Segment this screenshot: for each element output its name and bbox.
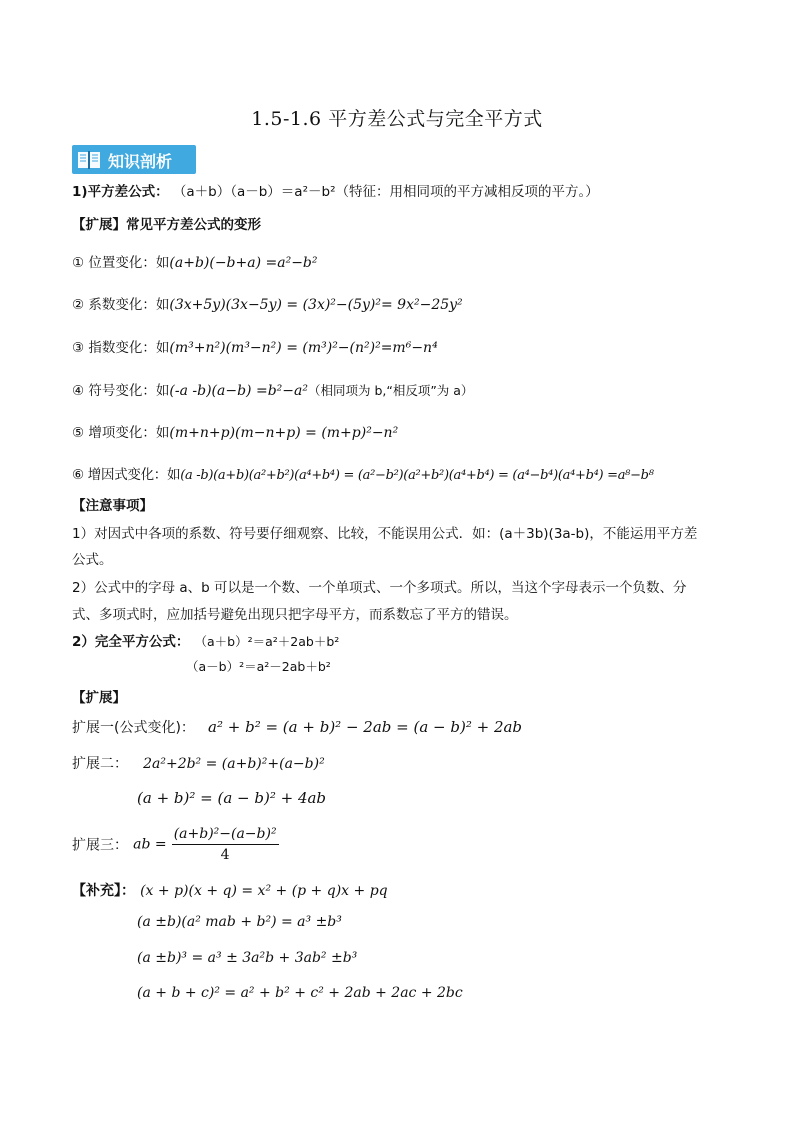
section2-formula-2: （a－b）²＝a²－2ab＋b² [186, 659, 331, 674]
variant-label: ③ 指数变化：如 [72, 340, 170, 356]
supplement-heading: 【补充】： [72, 883, 135, 899]
variant-formula: (-a -b)(a−b) =b²−a² [169, 383, 308, 399]
extension-two-label: 扩展二： [72, 756, 128, 772]
variant-formula: (3x+5y)(3x−5y) = (3x)²−(5y)²= 9x²−25y² [169, 297, 463, 313]
variant-item-3 [72, 336, 438, 356]
variant-label: ① 位置变化：如 [72, 255, 170, 271]
supplement-formula-1: (x + p)(x + q) = x² + (p + q)x + pq [140, 883, 388, 899]
supplement-formula-2: (a ±b)(a² mab + b²) = a³ ±b³ [137, 914, 342, 930]
extension-one-formula: a² + b² = (a + b)² − 2ab = (a − b)² + 2ab [208, 718, 523, 736]
variant-label: ② 系数变化：如 [72, 297, 170, 313]
section1-formula: （a＋b）（a－b）＝a²－b²（特征：用相同项的平方减相反项的平方。） [172, 184, 599, 200]
fraction-numerator: (a+b)²−(a−b)² [172, 826, 279, 845]
banner-label: 知识剖析 [108, 152, 173, 171]
variant-item-2 [72, 293, 463, 313]
extension-one-label: 扩展一(公式变化)： [72, 720, 195, 736]
variant-item-4 [72, 379, 473, 399]
supplement-formula-3: (a ±b)³ = a³ ± 3a²b + 3ab² ±b³ [137, 950, 358, 966]
extension-heading: 【扩展】常见平方差公式的变形 [72, 217, 261, 233]
variant-item-1 [72, 251, 318, 271]
fraction-denominator: 4 [220, 847, 230, 863]
section1-heading: 1)平方差公式： [72, 184, 169, 200]
notes-paragraph-2-line-1: 2）公式中的字母 a、b 可以是一个数、一个单项式、一个多项式。所以，当这个字母表示一个负数、分 [72, 580, 687, 596]
variant-note: （相同项为 b,“相反项”为 a） [307, 383, 474, 398]
section2-formula-1: （a＋b）²＝a²＋2ab＋b² [194, 634, 340, 649]
variant-label: ⑥ 增因式变化：如 [72, 467, 181, 483]
section2-line [72, 630, 339, 650]
variant-formula: (a+b)(−b+a) =a²−b² [169, 255, 318, 271]
supplement-formula-4: (a + b + c)² = a² + b² + c² + 2ab + 2ac + 2bc [137, 985, 463, 1001]
extension-one [72, 717, 522, 737]
page-title: 1.5-1.6 平方差公式与完全平方式 [251, 108, 543, 130]
extension-two-formula-1: 2a²+2b² = (a+b)²+(a−b)² [143, 756, 325, 772]
extension-two [72, 753, 325, 773]
variant-formula: (m+n+p)(m−n+p) = (m+p)²−n² [169, 425, 399, 441]
extension-three [72, 826, 279, 863]
extension-two-formula-2: (a + b)² = (a − b)² + 4ab [137, 789, 327, 807]
variant-formula: (m³+n²)(m³−n²) = (m³)²−(n²)²=m⁶−n⁴ [169, 340, 438, 356]
notes-paragraph-2-line-2: 式、多项式时，应加括号避免出现只把字母平方，而系数忘了平方的错误。 [72, 607, 518, 623]
notes-paragraph-1-line-2: 公式。 [72, 552, 113, 568]
extension-three-label: 扩展三： [72, 837, 128, 854]
variant-item-5 [72, 421, 398, 441]
notes-heading: 【注意事项】 [72, 498, 153, 514]
extension2-heading: 【扩展】 [72, 690, 126, 706]
variant-formula: (a -b)(a+b)(a²+b²)(a⁴+b⁴) = (a²−b²)(a²+b²)(a⁴+b⁴) = (a⁴−b⁴)(a⁴+b⁴) =a⁸−b⁸ [180, 468, 654, 483]
notes-paragraph-1-line-1: 1）对因式中各项的系数、符号要仔细观察、比较，不能误用公式．如：(a＋3b)(3a-b)，不能运用平方差 [72, 526, 698, 542]
extension-three-lhs: ab = [133, 836, 167, 853]
section2-heading: 2）完全平方公式： [72, 634, 190, 650]
variant-label: ⑤ 增项变化：如 [72, 425, 170, 441]
section-banner [72, 145, 196, 174]
extension-three-fraction [172, 826, 279, 863]
supplement-line-1 [72, 880, 388, 900]
book-icon [76, 149, 102, 170]
variant-label: ④ 符号变化：如 [72, 383, 170, 399]
variant-item-6 [72, 463, 654, 483]
section1-line [72, 180, 599, 200]
